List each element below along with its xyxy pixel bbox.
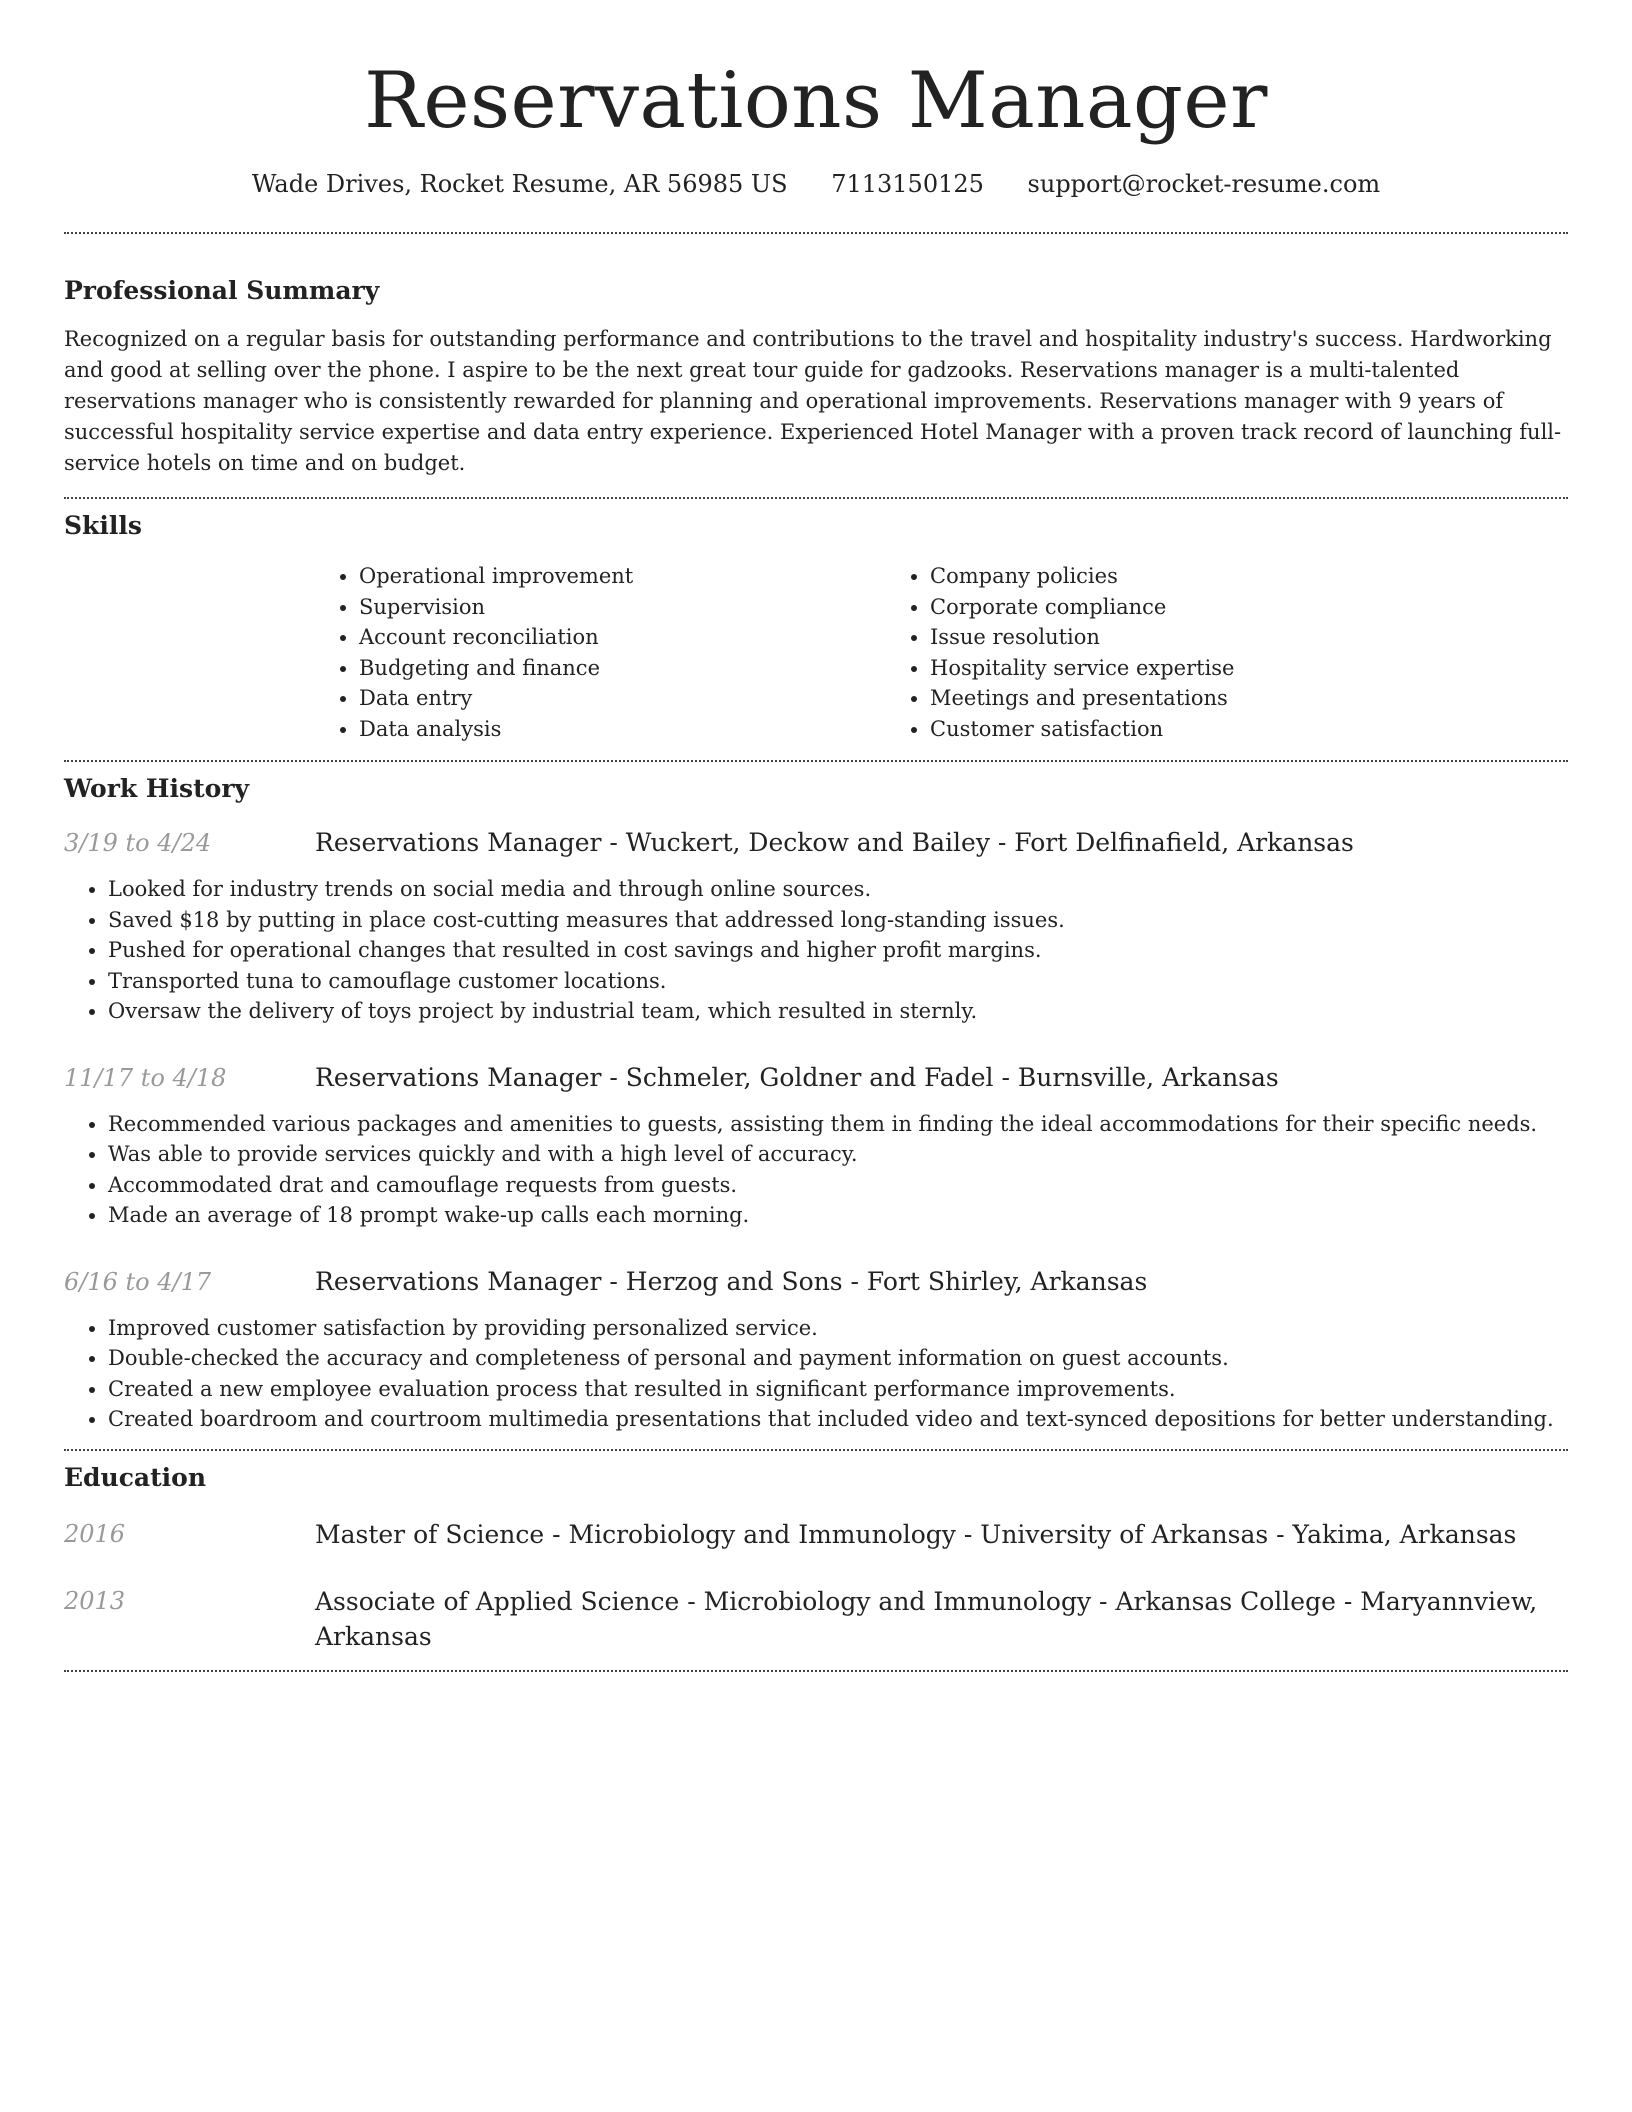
skill-item: • Corporate compliance bbox=[930, 592, 1457, 623]
job-bullets bbox=[64, 1313, 1568, 1435]
job-bullet: • Created a new employee evaluation process that resulted in significant performance improvements. bbox=[108, 1374, 1568, 1405]
education-title-line: Associate of Applied Science - Microbiology and Immunology - Arkansas College - Maryannview, Arkansas bbox=[315, 1586, 1538, 1651]
job-bullet: • Saved $18 by putting in place cost-cutting measures that addressed long-standing issues. bbox=[108, 905, 1568, 936]
contact-line bbox=[64, 168, 1568, 200]
job-bullet: • Recommended various packages and amenities to guests, assisting them in finding the ideal accommodations for their specific needs. bbox=[108, 1109, 1568, 1140]
divider bbox=[64, 1449, 1568, 1451]
job-dates: 3/19 to 4/24 bbox=[64, 829, 212, 857]
education-year: 2013 bbox=[64, 1586, 126, 1615]
job-entry bbox=[64, 1061, 1568, 1231]
divider bbox=[64, 1670, 1568, 1672]
skill-item: • Operational improvement bbox=[359, 561, 886, 592]
job-bullet: • Was able to provide services quickly and with a high level of accuracy. bbox=[108, 1139, 1568, 1170]
job-bullets bbox=[64, 874, 1568, 1027]
job-header bbox=[64, 1265, 1568, 1299]
job-bullet: • Made an average of 18 prompt wake-up calls each morning. bbox=[108, 1200, 1568, 1231]
skill-item: • Data analysis bbox=[359, 714, 886, 745]
job-entry bbox=[64, 1265, 1568, 1435]
contact-email: support@rocket-resume.com bbox=[1027, 170, 1381, 198]
divider bbox=[64, 232, 1568, 234]
divider bbox=[64, 497, 1568, 499]
summary-text: Recognized on a regular basis for outstanding performance and contributions to the travel and hospitality industry's success. Hardworking and good at selling over the phone. I aspire to be the next great tour guide for gadzooks. Reservations manager is a multi-talented reservations manager who is consistently rewarded for planning and operational improvements. Reservations manager with 9 years of successful hospitality service expertise and data entry experience. Experienced Hotel Manager with a proven track record of launching full-service hotels on time and on budget. bbox=[64, 327, 1562, 475]
skills-title: Skills bbox=[64, 511, 142, 540]
job-bullet: • Improved customer satisfaction by providing personalized service. bbox=[108, 1313, 1568, 1344]
job-bullet: • Double-checked the accuracy and completeness of personal and payment information on guest accounts. bbox=[108, 1343, 1568, 1374]
skill-item: • Customer satisfaction bbox=[930, 714, 1457, 745]
education-title: Education bbox=[64, 1462, 207, 1492]
skills-list-right bbox=[886, 561, 1457, 744]
skill-item: • Budgeting and finance bbox=[359, 653, 886, 684]
job-title: Reservations Manager - Schmeler, Goldner and Fadel - Burnsville, Arkansas bbox=[315, 1062, 1279, 1092]
contact-address: Wade Drives, Rocket Resume, AR 56985 US bbox=[251, 170, 788, 198]
job-dates: 6/16 to 4/17 bbox=[64, 1267, 212, 1296]
skill-item: • Hospitality service expertise bbox=[930, 653, 1457, 684]
skills-list-left bbox=[315, 561, 886, 744]
skills-section bbox=[64, 509, 1568, 744]
divider bbox=[64, 760, 1568, 762]
job-bullet: • Pushed for operational changes that resulted in cost savings and higher profit margins. bbox=[108, 935, 1568, 966]
job-bullet: • Accommodated drat and camouflage requests from guests. bbox=[108, 1170, 1568, 1201]
skills-columns bbox=[315, 561, 1568, 744]
job-dates: 11/17 to 4/18 bbox=[64, 1063, 227, 1092]
job-header bbox=[64, 1061, 1568, 1095]
job-header bbox=[64, 826, 1568, 860]
work-section bbox=[64, 772, 1568, 1435]
skill-item: • Data entry bbox=[359, 683, 886, 714]
education-section bbox=[64, 1461, 1568, 1654]
job-title: Reservations Manager - Herzog and Sons - Fort Shirley, Arkansas bbox=[315, 1266, 1148, 1296]
summary-section bbox=[64, 274, 1568, 479]
education-entry bbox=[64, 1517, 1568, 1552]
job-bullet: • Looked for industry trends on social media and through online sources. bbox=[108, 874, 1568, 905]
education-title-line: Master of Science - Microbiology and Immunology - University of Arkansas - Yakima, Arkansas bbox=[315, 1519, 1517, 1549]
skill-item: • Company policies bbox=[930, 561, 1457, 592]
skill-item: • Meetings and presentations bbox=[930, 683, 1457, 714]
job-bullet: • Oversaw the delivery of toys project by industrial team, which resulted in sternly. bbox=[108, 996, 1568, 1027]
job-bullets bbox=[64, 1109, 1568, 1231]
education-entry bbox=[64, 1584, 1568, 1654]
summary-title: Professional Summary bbox=[64, 276, 380, 305]
skill-item: • Account reconciliation bbox=[359, 622, 886, 653]
job-bullet: • Transported tuna to camouflage customer locations. bbox=[108, 966, 1568, 997]
job-entry bbox=[64, 826, 1568, 1027]
job-title: Reservations Manager - Wuckert, Deckow and Bailey - Fort Delfinafield, Arkansas bbox=[315, 828, 1354, 857]
work-title: Work History bbox=[64, 774, 250, 803]
skill-item: • Supervision bbox=[359, 592, 886, 623]
contact-phone: 7113150125 bbox=[831, 170, 984, 198]
resume-name: Reservations Manager bbox=[364, 56, 1268, 146]
skill-item: • Issue resolution bbox=[930, 622, 1457, 653]
education-year: 2016 bbox=[64, 1519, 126, 1548]
job-bullet: • Created boardroom and courtroom multimedia presentations that included video and text-synced depositions for better understanding. bbox=[108, 1404, 1568, 1435]
